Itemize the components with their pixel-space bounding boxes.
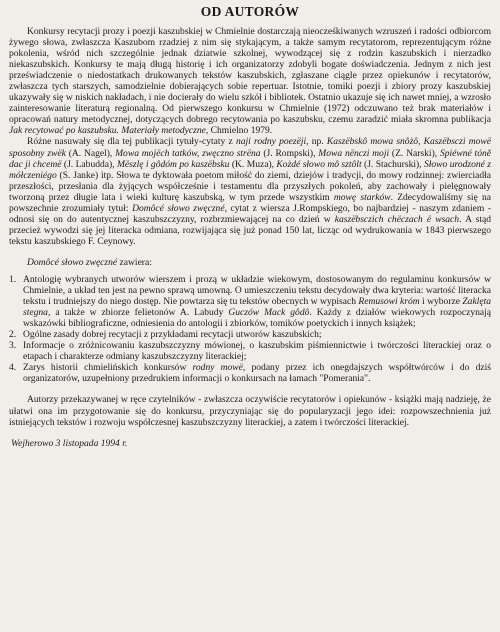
text-run: (K. Muza), <box>229 158 277 170</box>
text-run: Informacje o zróżnicowaniu kaszubszczyzny mówionej, o kaszubskim piśmiennictwie i twórczości literackiej oraz o etapach i charakterze odmiany kaszubszczyzny literackiej; <box>23 340 491 363</box>
list-item-number: 3. <box>9 340 17 352</box>
italic-text: Kożdé słowo mô sztôlt <box>276 158 362 170</box>
italic-text: Mowa nënczi moji <box>318 147 390 159</box>
text-run: Antologię wybranych utworów wierszem i prozą w układzie wiekowym, dostosowanym do regulaminu konkursów w Chmielnie, a układ ten jest na pewno sprawą umowną. O umieszczeniu tekstu decydowały dwa kryteria: wartość literacka tekstu i trudniejszy do niego dostęp. Nie powtarza się tu tekstów obecnych w wypisach <box>23 273 491 308</box>
closing-paragraph: Autorzy przekazywanej w ręce czytelników - zwłaszcza oczywiście recytatorów i opiekunów - książki mają nadzieję, że ułatwi ona im przygotowanie się do konkursu, przyczyniając się do popularyzacji jego idei: rozpowszechnienia już istniejących tekstów i rozwoju współczesnej kaszubszczyzny literackiej, a zatem i twórczości literackiej. <box>9 394 491 428</box>
italic-text: Zaklęta stegna <box>23 296 491 319</box>
text-run: (A. Nagel), <box>65 147 116 159</box>
text-run: (J. Labudda), <box>61 158 117 170</box>
text-run: Różne nasuwały się dla tej publikacji tytuły-cytaty z <box>27 136 236 148</box>
paragraph-1 <box>9 26 491 136</box>
italic-text: Mëszlę i gôdóm po kaszëbsku <box>116 158 230 170</box>
text-run: , podany przez ich onegdajszych współtwórców i do dziś organizatorów, uzupełniony przedrukiem informacji o konkursach na łamach "Pomerania". <box>23 362 491 385</box>
list-item-text <box>23 362 491 384</box>
list-item-text <box>23 329 322 340</box>
text-run: , a także w zbiorze felietonów A. Labudy <box>47 307 229 319</box>
list-item <box>9 362 491 384</box>
text-run: . Każdy z działów wiekowych rozpoczynają wskazówki bibliograficzne, odniesienia do antologii i zbiorków, tomików poetyckich i innych książek; <box>23 307 491 330</box>
list-item-text <box>23 340 491 362</box>
italic-text: Słowo urodzoné z mółczeniégo <box>9 158 492 181</box>
italic-text: kaszëbsczich chëczach ë wsach <box>334 213 460 225</box>
italic-text: Spiéwné tóně dac ji chcemë <box>9 147 491 170</box>
list-item-number: 2. <box>9 329 17 341</box>
page-title: OD AUTORÓW <box>200 4 300 19</box>
italic-text: Domôcé słowo zwęczné <box>27 256 118 268</box>
text-run: , Chmielno 1979. <box>205 125 273 137</box>
italic-text: Remusowi króm <box>358 296 420 308</box>
text-run: (J. Rompski), <box>260 147 319 159</box>
list-intro <box>27 257 491 268</box>
text-run: , cytat z wiersza J.Rompskiego, bo najbardziej - naszym zdaniem - odnosi się on do autentycznej kaszubszczyzny, rozbrzmiewającej na co dzień w <box>9 202 491 225</box>
date-text: Wejherowo 3 listopada 1994 r. <box>11 437 128 449</box>
contents-list <box>9 274 491 384</box>
italic-text: Mowa mojëch tatków, zwęczno strëna <box>115 147 261 159</box>
text-run: , np. <box>306 136 327 148</box>
text-run: zawiera: <box>117 256 152 268</box>
signature-date <box>11 438 491 449</box>
text-run: i wyborze <box>419 296 463 308</box>
text-run: Zarys historii chmielińskich konkursów <box>23 362 193 374</box>
list-item-number: 1. <box>9 273 17 285</box>
italic-text: Guczów Mack gôdô <box>228 307 310 319</box>
list-item-text <box>23 274 491 329</box>
text-run: (J. Stachurski), <box>361 158 424 170</box>
paragraph-2 <box>9 136 491 246</box>
italic-text: Domôcé słowo zwęczné <box>132 202 225 214</box>
text-run: (S. Janke) itp. Słowa te dyktowała poetom miłość do ziemi, dziejów i tradycji, do mowy rodzinnej: zwierciadła przeszłości, przesłania dla żyjących współcześnie i testamentu dla przyszłych pokoleń, aby zachowały i pielęgnowały tworzoną przez długie lata i wieki kulturę kaszubską, w tym przede wszystkim <box>9 169 491 203</box>
italic-text: Kaszëbskô mowa snôżô, Kaszëbsczi mowë sposobny zwëk <box>9 136 491 159</box>
italic-text: mowę starków <box>333 191 391 203</box>
text-run: . Zdecydowaliśmy się na powszechnie zrozumiały tytuł: <box>9 191 491 214</box>
list-item-number: 4. <box>9 362 17 374</box>
text-run: Ogólne zasady dobrej recytacji z przykładami recytacji utworów kaszubskich; <box>23 329 322 341</box>
text-run: Konkursy recytacji prozy i poezji kaszubskiej w Chmielnie dostarczają nieocześkiwanych wzruszeń i radości odbiorcom żywego słowa, zwłaszcza Kaszubom rzadziej z nim się stykającym, a także samym recytatorom, reprezentującym różne pokolenia, wśród nich szczególnie jednak dziatwie szkolnej, wywodzącej się z rodzin kaszubskich i nierzadko niekaszubskich. Konkursy te mają długą historię i ich organizatorzy zdobyli bogate doświadczenia. Jednym z nich jest przeświadczenie o niedostatkach drukowanych tekstów kaszubskich, zgłaszane ciągle przez opiekunów i recytatorów, zwłaszcza tych starszych, samodzielnie dobierających sobie repertuar. Istotnie, tomiki poezji i zbiory prozy kaszubskiej ukazywały się w niskich nakładach, i nie docierały do wielu szkół i bibliotek. Ostatnio ukazuje się ich nawet mniej, a wzrosło zainteresowanie literaturą regionalną. Od pierwszego konkursu w Chmielnie (1972) odczuwano też brak materiałów i opracowań natury metodycznej, dotyczących dobrego recytowania po kaszubsku, czemu zaradzić miała skromna publikacja <box>9 26 491 126</box>
list-item <box>9 340 491 362</box>
text-run: (Z. Narski), <box>389 147 440 159</box>
list-item <box>9 329 491 340</box>
italic-text: naji rodny poezëji <box>235 136 307 148</box>
italic-text: rodny mowë <box>192 362 243 374</box>
list-item <box>9 274 491 329</box>
text-run: . A stąd przecież wywodzi się jej literacka odmiana, rozwijająca się już ponad 150 lat, licząc od wydrukowania w 1843 pierwszego tekstu kaszubskiego F. Ceynowy. <box>9 213 491 247</box>
italic-text: Jak recytować po kaszubsku. Materiały metodyczne <box>9 125 206 137</box>
